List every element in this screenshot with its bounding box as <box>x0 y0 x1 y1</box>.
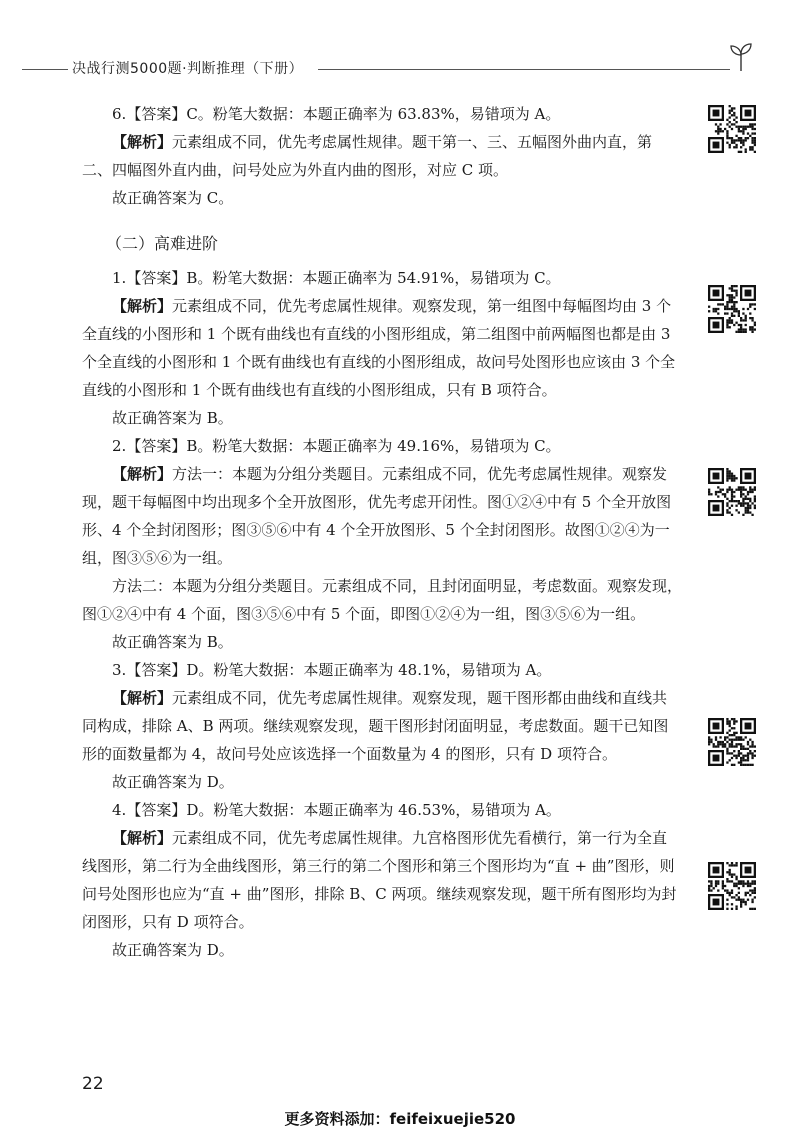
section-title: （二）高难进阶 <box>106 234 219 253</box>
qr-code-image[interactable] <box>708 468 756 516</box>
header-rule-left <box>22 69 68 70</box>
running-header <box>0 58 800 80</box>
analysis-q2: 【解析】方法一：本题为分组分类题目。元素组成不同，优先考虑属性规律。观察发现，题干每幅图中均出现多个全开放图形，优先考虑开闭性。图①②④中有 5 个全开放图形、4 个全封闭图形；图③⑤⑥中有 4 个全开放图形、5 个全封闭图形。故图①②④为一组，图③⑤⑥为一组。 <box>82 465 672 567</box>
conclusion-q1: 故正确答案为 B。 <box>112 409 233 427</box>
footer-note: 更多资料添加：feifeixuejie520 <box>284 1110 516 1128</box>
answer-line-q1: 1.【答案】B。粉笔大数据：本题正确率为 54.91%，易错项为 C。 <box>112 269 561 287</box>
answer-line-q3: 3.【答案】D。粉笔大数据：本题正确率为 48.1%，易错项为 A。 <box>112 661 552 679</box>
header-rule-right <box>318 69 730 70</box>
page-number: 22 <box>82 1074 104 1094</box>
conclusion-q4: 故正确答案为 D。 <box>112 941 234 959</box>
conclusion-q3: 故正确答案为 D。 <box>112 773 234 791</box>
analysis-q2-method2: 方法二：本题为分组分类题目。元素组成不同，且封闭面明显，考虑数面。观察发现，图①②④中有 4 个面，图③⑤⑥中有 5 个面，即图①②④为一组，图③⑤⑥为一组。 <box>82 577 683 623</box>
header-title: 决战行测5000题·判断推理（下册） <box>72 61 304 77</box>
qr-code-image[interactable] <box>708 285 756 333</box>
answer-line-q6: 6.【答案】C。粉笔大数据：本题正确率为 63.83%，易错项为 A。 <box>112 105 561 123</box>
qr-code-image[interactable] <box>708 105 756 153</box>
analysis-q1: 【解析】元素组成不同，优先考虑属性规律。观察发现，第一组图中每幅图均由 3 个全直线的小图形和 1 个既有曲线也有直线的小图形组成，第二组图中前两幅图也都是由 3 个全直线的小图形和 1 个既有曲线也有直线的小图形组成，故问号处图形也应该由 3 个全直线的小图形和 1 个既有曲线也有直线的小图形组成，只有 B 项符合。 <box>82 297 676 399</box>
answer-line-q2: 2.【答案】B。粉笔大数据：本题正确率为 49.16%，易错项为 C。 <box>112 437 561 455</box>
page-content <box>82 100 682 964</box>
answer-line-q4: 4.【答案】D。粉笔大数据：本题正确率为 46.53%，易错项为 A。 <box>112 801 561 819</box>
analysis-q6: 【解析】元素组成不同，优先考虑属性规律。题干第一、三、五幅图外曲内直，第二、四幅图外直内曲，问号处应为外直内曲的图形，对应 C 项。 <box>82 133 653 179</box>
qr-code-image[interactable] <box>708 862 756 910</box>
analysis-q4: 【解析】元素组成不同，优先考虑属性规律。九宫格图形优先看横行，第一行为全直线图形，第二行为全曲线图形，第三行的第二个图形和第三个图形均为“直 + 曲”图形，则问号处图形也应为“直 + 曲”图形，排除 B、C 两项。继续观察发现，题干所有图形均为封闭图形，只有 D 项符合。 <box>82 829 677 931</box>
conclusion-q6: 故正确答案为 C。 <box>112 189 234 207</box>
qr-code-image[interactable] <box>708 718 756 766</box>
conclusion-q2: 故正确答案为 B。 <box>112 633 233 651</box>
sprout-icon <box>728 42 754 72</box>
analysis-q3: 【解析】元素组成不同，优先考虑属性规律。观察发现，题干图形都由曲线和直线共同构成，排除 A、B 两项。继续观察发现，题干图形封闭面明显，考虑数面。题干已知图形的面数量都为 4，故问号处应该选择一个面数量为 4 的图形，只有 D 项符合。 <box>82 689 669 763</box>
